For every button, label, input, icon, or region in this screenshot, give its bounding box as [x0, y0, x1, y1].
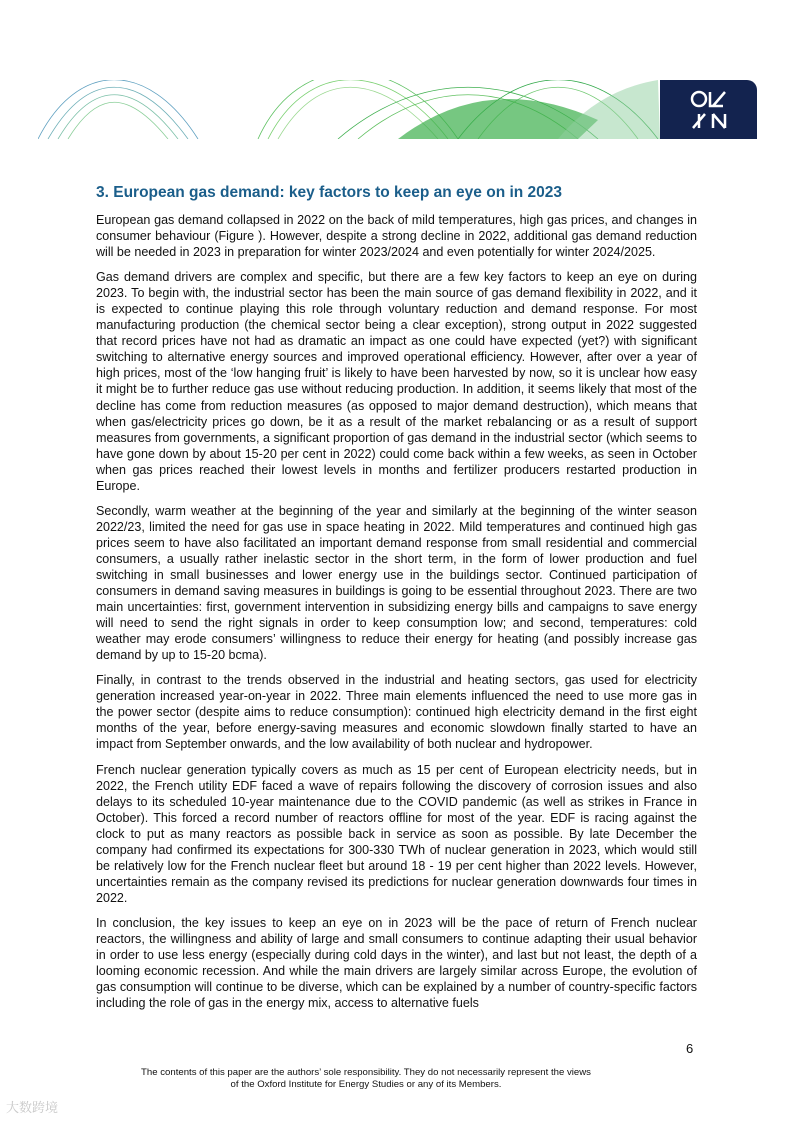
body-text — [96, 212, 697, 1020]
logo-icon — [689, 88, 729, 132]
paragraph: Gas demand drivers are complex and specific, but there are a few key factors to keep an eye on during 2023. To begin with, the industrial sector has been the main source of gas demand flexibility in 2022, and it is expected to continue playing this role through voluntary reduction and demand response. For most manufacturing production (the chemical sector being a clear exception), strong output in 2022 suggested that record prices have not had as dramatic an impact as one could have expected (yet?) with significant switching to alternative energy sources and improved operational efficiency. However, after over a year of high prices, most of the ‘low hanging fruit’ is likely to have been harvested by now, so it is unclear how easy it might be to further reduce gas use without reducing production. In addition, it seems likely that most of the decline has come from reduction measures (as opposed to major demand destruction), which means that when gas/electricity prices go down, be it as a result of the market rebalancing or as a result of support measures from governments, a significant proportion of gas demand in the industrial sector (which seems to have gone down by about 15-20 per cent in 2022) could come back within a few weeks, as seen in October when gas prices reached their lowest levels in months and fertilizer producers restarted production in Europe. — [96, 270, 697, 493]
footer-line: The contents of this paper are the authors’ sole responsibility. They do not necessarily represent the views — [141, 1067, 591, 1078]
section-title: 3. European gas demand: key factors to keep an eye on in 2023 — [96, 184, 563, 201]
footer-disclaimer — [96, 1067, 636, 1091]
paragraph: In conclusion, the key issues to keep an eye on in 2023 will be the pace of return of French nuclear reactors, the willingness and ability of large and small consumers to continue adapting their usual behavior in order to use less energy (especially during cold days in the winter), and last but not least, the depth of a looming economic recession. And while the main drivers are largely similar across Europe, the evolution of gas consumption will continue to be diverse, which can be explained by a number of country-specific factors including the role of gas in the energy mix, access to alternative fuels — [96, 915, 697, 1011]
paragraph: Finally, in contrast to the trends observed in the industrial and heating sectors, gas used for electricity generation increased year-on-year in 2022. Three main elements influenced the need to use more gas in the power sector (despite aims to reduce consumption): continued high electricity demand in the first eight months of the year, before energy-saving measures and economic slowdown finally started to have an impact from September onwards, and the low availability of both nuclear and hydropower. — [96, 673, 697, 752]
wave-decoration — [38, 80, 757, 139]
header-banner — [38, 80, 757, 139]
paragraph: Secondly, warm weather at the beginning of the year and similarly at the beginning of the winter season 2022/23, limited the need for gas use in space heating in 2022. Mild temperatures and continued high gas prices seem to have also facilitated an important demand response from small residential and commercial consumers, a usually rather inelastic sector in the short term, in the form of lower production and fuel switching in small businesses and lower energy use in the buildings sector. Continued participation of consumers in demand saving measures in buildings is going to be essential throughout 2023. There are two main uncertainties: first, government intervention in subsidizing energy bills and campaigns to save energy will need to send the right signals in order to keep consumption low; and second, temperatures: cold weather may erode consumers’ willingness to reduce their energy for heating (and possibly increase gas demand by up to 15-20 bcma). — [96, 503, 697, 663]
paragraph: European gas demand collapsed in 2022 on the back of mild temperatures, high gas prices, and changes in consumer behaviour (Figure ). However, despite a strong decline in 2022, additional gas demand reduction will be needed in 2023 in preparation for winter 2023/2024 and even potentially for winter 2024/2025. — [96, 213, 697, 260]
watermark: 大数跨境 — [6, 1100, 59, 1115]
paragraph: French nuclear generation typically covers as much as 15 per cent of European electricity needs, but in 2022, the French utility EDF faced a wave of repairs following the discovery of corrosion issues and also delays to its scheduled 10-year maintenance due to the COVID pandemic (as well as strikes in France in October). This forced a record number of reactors offline for most of the year. EDF is racing against the clock to put as many reactors as possible back in service as soon as possible. By late December the company had confirmed its expectations for 300-330 TWh of nuclear generation in 2023, which would still be relatively low for the French nuclear fleet but around 18 - 19 per cent higher than 2022 levels. However, uncertainties remain as the company revised its predictions for nuclear generation downwards four times in 2022. — [96, 762, 697, 905]
footer-line: of the Oxford Institute for Energy Studies or any of its Members. — [230, 1079, 502, 1090]
page-number: 6 — [686, 1041, 694, 1056]
oies-logo — [660, 80, 757, 139]
